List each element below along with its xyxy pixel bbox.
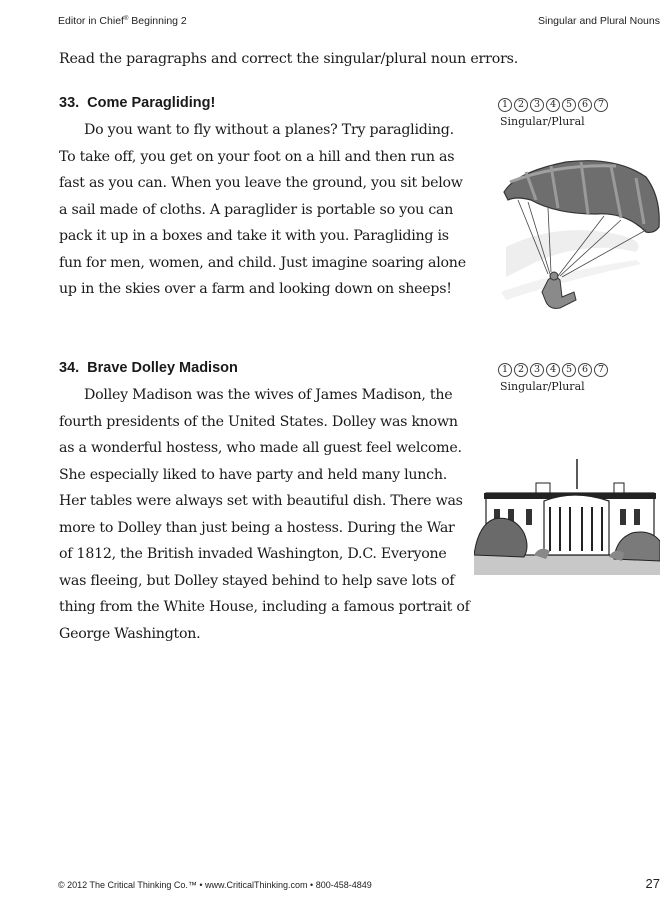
- score-circle-3[interactable]: 3: [530, 98, 544, 112]
- paragraph-line: George Washington.: [59, 625, 201, 642]
- paragraph-line: pack it up in a boxes and take it with you. Paragliding is: [59, 228, 449, 244]
- exercise-34-title: [59, 360, 238, 376]
- paragraph-line: To take off, you get on your foot on a hill and then run as: [59, 148, 455, 165]
- score-circle-7[interactable]: 7: [594, 363, 608, 377]
- white-house-illustration: [474, 455, 660, 575]
- paragraph-line: Do you want to fly without a planes? Try paragliding.: [84, 122, 454, 138]
- score-circle-4[interactable]: 4: [546, 98, 560, 112]
- paragraph-line: fourth presidents of the United States. Dolley was known: [59, 413, 458, 430]
- paragraph-line: up in the skies over a farm and looking down on sheeps!: [59, 281, 452, 297]
- score-circle-3[interactable]: 3: [530, 363, 544, 377]
- book-level: Beginning 2: [128, 15, 187, 27]
- roof-chimney: [536, 483, 550, 493]
- exercise-number: 33.: [59, 95, 80, 111]
- instructions: Read the paragraphs and correct the singular/plural noun errors.: [59, 51, 519, 67]
- score-circle-4[interactable]: 4: [546, 363, 560, 377]
- background-swoosh: [506, 230, 639, 277]
- pilot: [542, 277, 576, 308]
- exercise-title-text: Come Paragliding!: [87, 95, 216, 111]
- score-circle-5[interactable]: 5: [562, 363, 576, 377]
- page-number: 27: [645, 876, 660, 891]
- score-circle-1[interactable]: 1: [498, 363, 512, 377]
- pilot-head: [550, 272, 558, 280]
- paragraph-line: Her tables were always set with beautiful dish. There was: [59, 493, 463, 509]
- score-circle-2[interactable]: 2: [514, 363, 528, 377]
- score-circle-6[interactable]: 6: [578, 98, 592, 112]
- exercise-33-paragraph: [59, 117, 474, 303]
- score-label: Singular/Plural: [500, 380, 585, 393]
- book-title-header: [58, 15, 187, 27]
- exercise-34-paragraph: [59, 382, 474, 647]
- score-circle-5[interactable]: 5: [562, 98, 576, 112]
- paragraph-line: as a wonderful hostess, who made all guest feel welcome.: [59, 440, 462, 456]
- registered-mark: ®: [123, 16, 129, 22]
- exercise-33-score-box: [498, 98, 608, 128]
- exercise-34-score-box: [498, 363, 608, 393]
- score-circle-2[interactable]: 2: [514, 98, 528, 112]
- score-label: Singular/Plural: [500, 115, 585, 128]
- paragraph-line: was fleeing, but Dolley stayed behind to help save lots of: [59, 572, 455, 589]
- score-circles: [498, 98, 608, 112]
- paragraph-line: She especially liked to have party and held many lunch.: [59, 466, 448, 483]
- score-circle-6[interactable]: 6: [578, 363, 592, 377]
- portico: [544, 495, 609, 555]
- book-title: Editor in Chief: [58, 15, 124, 27]
- roof-chimney: [614, 483, 624, 493]
- copyright-footer: © 2012 The Critical Thinking Co.™ • www.CriticalThinking.com • 800-458-4849: [58, 880, 372, 890]
- score-circle-7[interactable]: 7: [594, 98, 608, 112]
- paragraph-line: thing from the White House, including a famous portrait of: [59, 599, 470, 615]
- paraglider-illustration: [496, 152, 666, 322]
- exercise-title-text: Brave Dolley Madison: [87, 360, 238, 376]
- paragraph-line: a sail made of cloths. A paraglider is portable so you can: [59, 201, 454, 218]
- score-circle-1[interactable]: 1: [498, 98, 512, 112]
- exercise-number: 34.: [59, 360, 80, 376]
- exercise-33-title: [59, 95, 215, 111]
- paragraph-line: fast as you can. When you leave the ground, you sit below: [59, 175, 463, 191]
- paragraph-line: of 1812, the British invaded Washington, D.C. Everyone: [59, 546, 447, 562]
- paragraph-line: more to Dolley than just being a hostess. During the War: [59, 519, 455, 536]
- paragraph-line: fun for men, women, and child. Just imagine soaring alone: [59, 254, 466, 271]
- paragraph-line: Dolley Madison was the wives of James Madison, the: [84, 387, 453, 403]
- score-circles: [498, 363, 608, 377]
- section-title-header: Singular and Plural Nouns: [538, 15, 660, 27]
